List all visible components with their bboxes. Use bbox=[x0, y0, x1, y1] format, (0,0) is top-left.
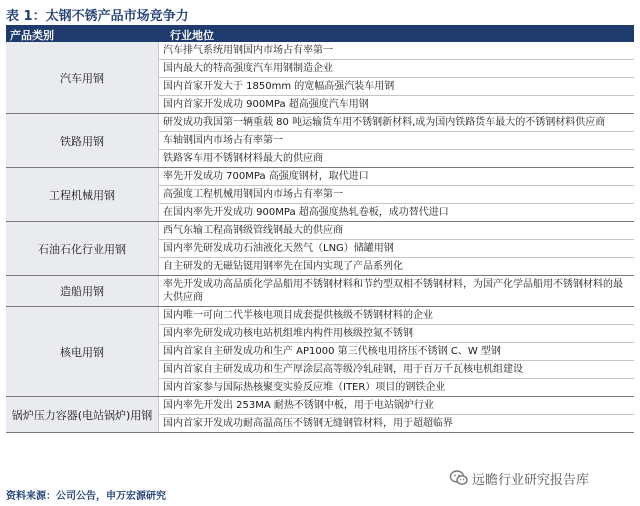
table-row: 研发成功我国第一辆重载 80 吨运输货车用不锈钢新材料,成为国内铁路货车最大的不锈钢材料供应商 bbox=[159, 114, 634, 132]
table-row: 国内率先研发成功石油液化天然气（LNG）储罐用钢 bbox=[159, 240, 634, 258]
category-cell: 锅炉压力容器(电站锅炉)用钢 bbox=[6, 397, 159, 432]
header-product-category: 产品类别 bbox=[10, 29, 54, 42]
table-group bbox=[6, 276, 634, 307]
table-group bbox=[6, 42, 634, 114]
table-group bbox=[6, 114, 634, 168]
table-group bbox=[6, 307, 634, 397]
category-cell: 石油石化行业用钢 bbox=[6, 222, 159, 275]
table-row: 铁路客车用不锈钢材料最大的供应商 bbox=[163, 153, 323, 164]
table-header bbox=[6, 25, 634, 42]
table-row: 率先开发成功高品质化学品船用不锈钢材料和节约型双相不锈钢材料，为国产化学品船用不锈钢材料的最大供应商 bbox=[163, 279, 623, 303]
watermark-text: 远瞻行业研究报告库 bbox=[472, 472, 590, 488]
table-row: 汽车排气系统用钢国内市场占有率第一 bbox=[159, 42, 634, 60]
table-title: 表 1：太钢不锈产品市场竞争力 bbox=[6, 9, 189, 24]
table-group bbox=[6, 222, 634, 276]
table-row: 国内率先开发出 253MA 耐热不锈钢中板，用于电站锅炉行业 bbox=[159, 397, 634, 415]
watermark bbox=[449, 468, 593, 488]
table-row: 国内首家自主研发成功和生产厚涂层高等级冷轧硅钢，用于百万千瓦核电机组建设 bbox=[159, 361, 634, 379]
table-group bbox=[6, 168, 634, 222]
source-note: 资料来源：公司公告，申万宏源研究 bbox=[6, 491, 166, 502]
category-cell: 造船用钢 bbox=[6, 276, 159, 306]
table-row: 国内唯一可向二代半核电项目成套提供核级不锈钢材料的企业 bbox=[159, 307, 634, 325]
wechat-icon bbox=[449, 468, 469, 488]
table-row: 车轴钢国内市场占有率第一 bbox=[159, 132, 634, 150]
table-row: 自主研发的无磁钻铤用钢率先在国内实现了产品系列化 bbox=[163, 261, 403, 272]
header-industry-position: 行业地位 bbox=[170, 29, 214, 42]
table-row: 高强度工程机械用钢国内市场占有率第一 bbox=[159, 186, 634, 204]
table-row: 国内率先研发成功核电站机组堆内构件用核级控氮不锈钢 bbox=[159, 325, 634, 343]
category-cell: 汽车用钢 bbox=[6, 42, 159, 113]
table-row: 在国内率先开发成功 900MPa 超高强度热轧卷板，成功替代进口 bbox=[163, 207, 449, 218]
table-row: 国内首家参与国际热核聚变实验反应堆（ITER）项目的钢铁企业 bbox=[163, 382, 446, 393]
table-row: 国内最大的特高强度汽车用钢制造企业 bbox=[159, 60, 634, 78]
category-cell: 工程机械用钢 bbox=[6, 168, 159, 221]
table-row: 国内首家开发成功耐高温高压不锈钢无缝钢管材料，用于超超临界 bbox=[163, 418, 453, 429]
competitiveness-table bbox=[6, 42, 634, 433]
table-row: 国内首家自主研发成功和生产 AP1000 第三代核电用挤压不锈钢 C、W 型钢 bbox=[159, 343, 634, 361]
category-cell: 核电用钢 bbox=[6, 307, 159, 396]
table-row: 西气东输工程高钢级管线钢最大的供应商 bbox=[159, 222, 634, 240]
table-row: 国内首家开发成功 900MPa 超高强度汽车用钢 bbox=[163, 99, 369, 110]
table-row: 国内首家开发大于 1850mm 的宽幅高强汽装车用钢 bbox=[159, 78, 634, 96]
table-group bbox=[6, 397, 634, 432]
table-row: 率先开发成功 700MPa 高强度钢材，取代进口 bbox=[159, 168, 634, 186]
category-cell: 铁路用钢 bbox=[6, 114, 159, 167]
